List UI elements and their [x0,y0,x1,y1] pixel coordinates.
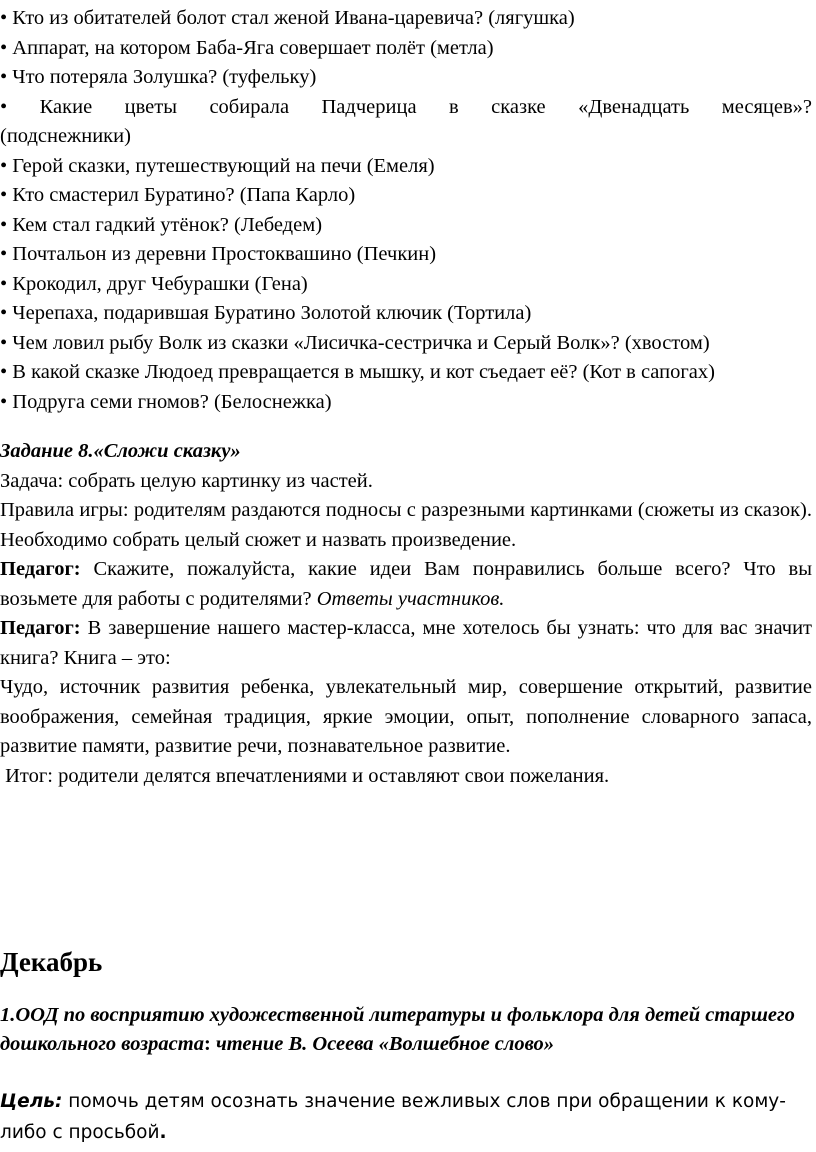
quiz-item: • Крокодил, друг Чебурашки (Гена) [0,272,308,295]
goal-paragraph [0,1086,812,1148]
goal-end: . [159,1122,167,1143]
teacher-label: Педагог: [0,558,81,580]
book-definition: Чудо, источник развития ребенка, увлекательный мир, совершение открытий, развитие воображения, семейная традиция, яркие эмоции, опыт, пополнение словарного запаса, развитие памяти, развитие речи, познавательное развитие. [0,676,812,757]
ood-title-part-2: чтение В. Осеева «Волшебное слово» [215,1033,555,1055]
quiz-item: • Черепаха, подарившая Буратино Золотой ключик (Тортила) [0,302,532,324]
task-8-section [0,437,812,791]
teacher-question-1 [0,555,812,614]
quiz-list [0,4,812,417]
month-heading: Декабрь [0,947,103,977]
participants-answers: Ответы участников. [316,587,505,610]
quiz-item-continuation: (подснежники) [0,125,131,147]
quiz-item: • Аппарат, на котором Баба-Яга совершает полёт (метла) [0,36,494,59]
teacher-label: Педагог: [0,617,81,639]
ood-title-part-1: 1.ООД по восприятию художественной литературы и фольклора для детей старшего дошкольного возраста [0,1004,795,1055]
goal-label: Цель: [0,1091,63,1112]
quiz-item: • Какие цветы собирала Падчерица в сказке «Двенадцать месяцев»? [0,95,812,118]
quiz-item: • Кем стал гадкий утёнок? (Лебедем) [0,213,323,236]
task-title: Задание 8.«Сложи сказку» [0,440,241,462]
teacher-text: Скажите, пожалуйста, какие идеи Вам понравились больше всего? Что вы возьмете для работы с родителями? [0,558,812,610]
task-rules: Правила игры: родителям раздаются подносы с разрезными картинками (сюжеты из сказок). Необходимо собрать целый сюжет и назвать произведение. [0,499,812,551]
quiz-item: • Герой сказки, путешествующий на печи (Емеля) [0,154,435,177]
ood-title [0,1001,812,1059]
task-goal: Задача: собрать целую картинку из частей. [0,469,373,492]
quiz-item: • Кто из обитателей болот стал женой Ивана-царевича? (лягушка) [0,7,575,29]
goal-text: помочь детям осознать значение вежливых слов при обращении к кому-либо с просьбой [0,1091,786,1143]
teacher-text: В завершение нашего мастер-класса, мне хотелось бы узнать: что для вас значит книга? Книга – это: [0,617,812,669]
quiz-item: • Подруга семи гномов? (Белоснежка) [0,390,332,413]
result-line: Итог: родители делятся впечатлениями и оставляют свои пожелания. [0,764,610,787]
quiz-item: • Почтальон из деревни Простоквашино (Печкин) [0,243,437,265]
ood-colon: : [203,1033,216,1055]
quiz-item: • В какой сказке Людоед превращается в мышку, и кот съедает её? (Кот в сапогах) [0,361,715,383]
quiz-item: • Чем ловил рыбу Волк из сказки «Лисичка-сестричка и Серый Волк»? (хвостом) [0,331,710,354]
quiz-item: • Что потеряла Золушка? (туфельку) [0,66,317,88]
quiz-item: • Кто смастерил Буратино? (Папа Карло) [0,184,356,206]
teacher-question-2 [0,614,812,673]
